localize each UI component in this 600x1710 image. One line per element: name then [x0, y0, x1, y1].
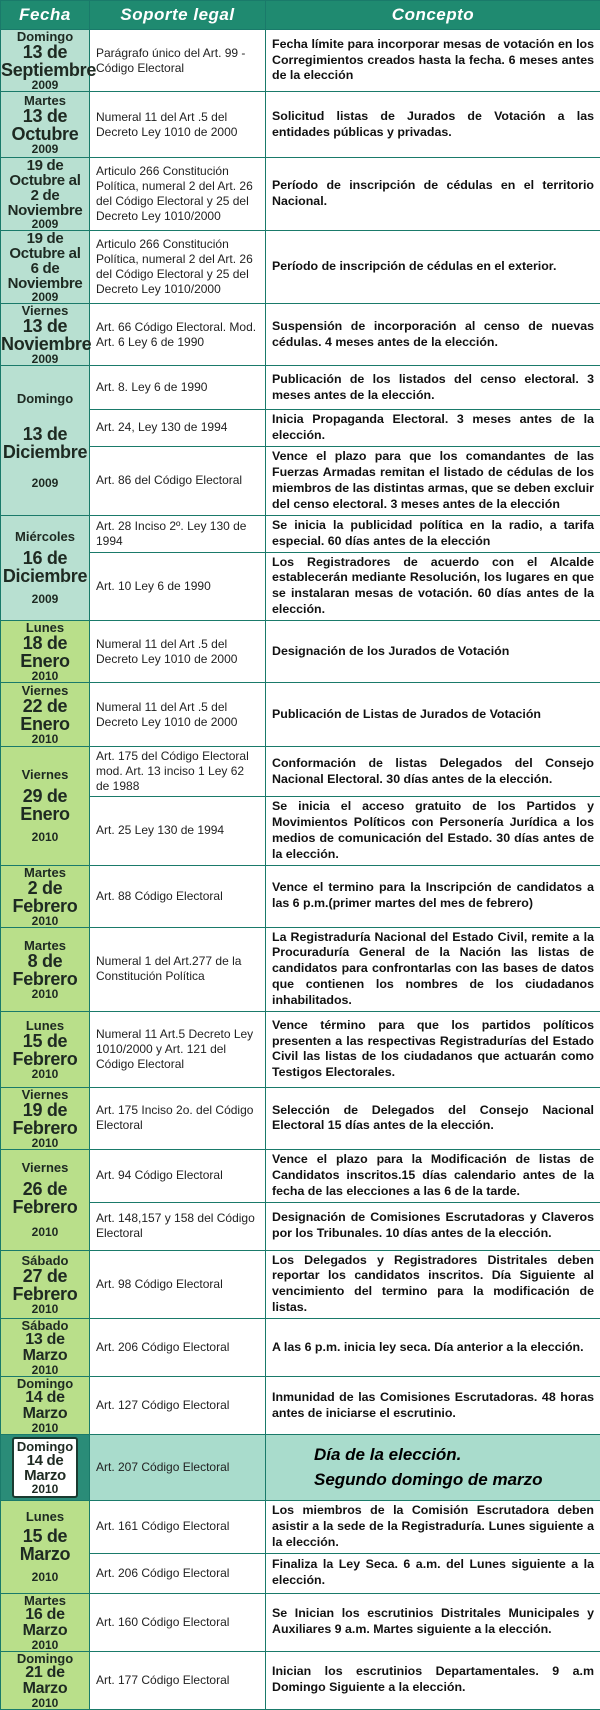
- election-day-concepto: [266, 1435, 600, 1501]
- table-row: [1, 1377, 600, 1435]
- soporte-cell: Numeral 11 del Art .5 del Decreto Ley 1010 de 2000: [90, 92, 266, 158]
- soporte-cell: Art. 94 Código Electoral: [90, 1149, 266, 1202]
- soporte-cell: Numeral 11 del Art .5 del Decreto Ley 1010 de 2000: [90, 621, 266, 683]
- table-row: [1, 30, 600, 92]
- election-day-title: Día de la elección.: [314, 1443, 600, 1468]
- concepto-cell: Vence el plazo para que los comandantes de las Fuerzas Armadas remitan el listado de cédulas de los miembros de las distintas armas, que se deben excluir del censo electoral. 3 meses antes de la elección: [266, 446, 600, 515]
- header-fecha: Fecha: [1, 1, 90, 30]
- concepto-cell: Vence término para que los partidos políticos presenten a las respectivas Registradurías del Estado Civil las listas de los ciudadanos que actuarán como Testigos Electorales.: [266, 1011, 600, 1087]
- concepto-cell: Vence el plazo para la Modificación de listas de Candidatos inscritos.15 días calendario antes de la fecha de las elecciones a las 6 de la tarde.: [266, 1149, 600, 1202]
- soporte-cell: Art. 98 Código Electoral: [90, 1250, 266, 1319]
- table-header: [1, 1, 600, 30]
- table-row: [1, 797, 600, 866]
- date-cell: Miércoles 16 de Diciembre 2009: [1, 515, 90, 620]
- date-cell: Martes 16 de Marzo 2010: [1, 1593, 90, 1651]
- soporte-cell: Art. 148,157 y 158 del Código Electoral: [90, 1202, 266, 1250]
- date-cell: Viernes 26 de Febrero 2010: [1, 1149, 90, 1250]
- table-row: [1, 1501, 600, 1554]
- table-row: [1, 92, 600, 158]
- soporte-cell: Art. 161 Código Electoral: [90, 1501, 266, 1554]
- soporte-cell: Art. 177 Código Electoral: [90, 1651, 266, 1709]
- table-row: [1, 446, 600, 515]
- concepto-cell: Los miembros de la Comisión Escrutadora deben asistir a la sede de la Registraduría. Lunes siguiente a la elección.: [266, 1501, 600, 1554]
- date-cell: Viernes 29 de Enero 2010: [1, 747, 90, 866]
- soporte-cell: Art. 206 Código Electoral: [90, 1553, 266, 1593]
- date-cell: Martes 2 de Febrero 2010: [1, 865, 90, 927]
- concepto-cell: Los Registradores de acuerdo con el Alcalde establecerán mediante Resolución, los lugares en que se instalaran mesas de votación. 60 días antes de la elección.: [266, 552, 600, 621]
- concepto-cell: Inicia Propaganda Electoral. 3 meses antes de la elección.: [266, 410, 600, 447]
- table-row: [1, 1149, 600, 1202]
- date-cell: Martes 8 de Febrero 2010: [1, 927, 90, 1011]
- soporte-cell: Art. 127 Código Electoral: [90, 1377, 266, 1435]
- concepto-cell: Se inicia el acceso gratuito de los Partidos y Movimientos Políticos con Personería Jurídica a los medios de comunicación del Estado. 30 días antes de la elección.: [266, 797, 600, 866]
- date-cell: Viernes 13 de Noviembre 2009: [1, 304, 90, 366]
- table-row: [1, 1011, 600, 1087]
- table-row-election-day: [1, 1435, 600, 1501]
- concepto-cell: Se inicia la publicidad política en la radio, a tarifa especial. 60 días antes de la elección: [266, 515, 600, 552]
- election-date-cell: [1, 1435, 90, 1501]
- concepto-cell: Suspensión de incorporación al censo de nuevas cédulas. 4 meses antes de la elección.: [266, 304, 600, 366]
- soporte-cell: Art. 160 Código Electoral: [90, 1593, 266, 1651]
- concepto-cell: Se Inician los escrutinios Distritales Municipales y Auxiliares 9 a.m. Martes siguiente a la elección.: [266, 1593, 600, 1651]
- concepto-cell: A las 6 p.m. inicia ley seca. Día anterior a la elección.: [266, 1319, 600, 1377]
- soporte-cell: Art. 207 Código Electoral: [90, 1435, 266, 1501]
- concepto-cell: Inmunidad de las Comisiones Escrutadoras. 48 horas antes de iniciarse el escrutinio.: [266, 1377, 600, 1435]
- soporte-cell: Art. 10 Ley 6 de 1990: [90, 552, 266, 621]
- concepto-cell: Publicación de los listados del censo electoral. 3 meses antes de la elección.: [266, 366, 600, 410]
- concepto-cell: La Registraduría Nacional del Estado Civil, remite a la Procuraduría General de la Nación las listas de candidatos para confrontarlas con las bases de datos que contienen los nombres de los ciudadanos inhabilitados.: [266, 927, 600, 1011]
- soporte-cell: Articulo 266 Constitución Política, numeral 2 del Art. 26 del Código Electoral y 25 del Decreto Ley 1010/2000: [90, 231, 266, 304]
- election-day-subtitle: Segundo domingo de marzo: [314, 1468, 600, 1493]
- soporte-cell: Art. 175 Inciso 2o. del Código Electoral: [90, 1087, 266, 1149]
- soporte-cell: Art. 28 Inciso 2º. Ley 130 de 1994: [90, 515, 266, 552]
- table-row: [1, 158, 600, 231]
- concepto-cell: Los Delegados y Registradores Distritales deben reportar los candidatos inscritos. Día Siguiente al vencimiento del termino para la modificación de listas.: [266, 1250, 600, 1319]
- soporte-cell: Numeral 1 del Art.277 de la Constitución Política: [90, 927, 266, 1011]
- date-cell: Lunes 15 de Febrero 2010: [1, 1011, 90, 1087]
- concepto-cell: Designación de los Jurados de Votación: [266, 621, 600, 683]
- soporte-cell: Art. 175 del Código Electoral mod. Art. 13 inciso 1 Ley 62 de 1988: [90, 747, 266, 797]
- date-cell: Sábado 27 de Febrero 2010: [1, 1250, 90, 1319]
- date-cell: Viernes 22 de Enero 2010: [1, 683, 90, 747]
- soporte-cell: Art. 88 Código Electoral: [90, 865, 266, 927]
- table-row: [1, 1250, 600, 1319]
- date-cell: 19 de Octubre al 2 de Noviembre 2009: [1, 158, 90, 231]
- concepto-cell: Fecha límite para incorporar mesas de votación en los Corregimientos creados hasta la fecha. 6 meses antes de la elección: [266, 30, 600, 92]
- concepto-cell: Vence el termino para la Inscripción de candidatos a las 6 p.m.(primer martes del mes de febrero): [266, 865, 600, 927]
- concepto-cell: Período de inscripción de cédulas en el exterior.: [266, 231, 600, 304]
- soporte-cell: Numeral 11 del Art .5 del Decreto Ley 1010 de 2000: [90, 683, 266, 747]
- table-row: [1, 683, 600, 747]
- date-cell: Martes 13 de Octubre 2009: [1, 92, 90, 158]
- concepto-cell: Inician los escrutinios Departamentales. 9 a.m Domingo Siguiente a la elección.: [266, 1651, 600, 1709]
- soporte-cell: Art. 206 Código Electoral: [90, 1319, 266, 1377]
- table-row: [1, 1319, 600, 1377]
- date-cell: Lunes 18 de Enero 2010: [1, 621, 90, 683]
- date-cell: 19 de Octubre al 6 de Noviembre 2009: [1, 231, 90, 304]
- header-soporte: Soporte legal: [90, 1, 266, 30]
- soporte-cell: Parágrafo único del Art. 99 - Código Electoral: [90, 30, 266, 92]
- table-row: [1, 865, 600, 927]
- soporte-cell: Art. 66 Código Electoral. Mod. Art. 6 Ley 6 de 1990: [90, 304, 266, 366]
- date-cell: Viernes 19 de Febrero 2010: [1, 1087, 90, 1149]
- soporte-cell: Art. 24, Ley 130 de 1994: [90, 410, 266, 447]
- election-date-badge: Domingo 14 de Marzo 2010: [12, 1437, 78, 1498]
- date-cell: Sábado 13 de Marzo 2010: [1, 1319, 90, 1377]
- soporte-cell: Art. 86 del Código Electoral: [90, 446, 266, 515]
- concepto-cell: Selección de Delegados del Consejo Nacional Electoral 15 días antes de la elección.: [266, 1087, 600, 1149]
- date-cell: Domingo 13 de Diciembre 2009: [1, 366, 90, 516]
- date-cell: Lunes 15 de Marzo 2010: [1, 1501, 90, 1594]
- table-row: [1, 1087, 600, 1149]
- table-row: [1, 515, 600, 552]
- soporte-cell: Articulo 266 Constitución Política, numeral 2 del Art. 26 del Código Electoral y 25 del Decreto Ley 1010/2000: [90, 158, 266, 231]
- table-row: [1, 552, 600, 621]
- table-row: [1, 621, 600, 683]
- table-row: [1, 1553, 600, 1593]
- table-row: [1, 366, 600, 410]
- soporte-cell: Numeral 11 Art.5 Decreto Ley 1010/2000 y Art. 121 del Código Electoral: [90, 1011, 266, 1087]
- concepto-cell: Designación de Comisiones Escrutadoras y Claveros por los Tribunales. 10 días antes de la elección.: [266, 1202, 600, 1250]
- concepto-cell: Finaliza la Ley Seca. 6 a.m. del Lunes siguiente a la elección.: [266, 1553, 600, 1593]
- table-row: [1, 927, 600, 1011]
- concepto-cell: Solicitud listas de Jurados de Votación a las entidades públicas y privadas.: [266, 92, 600, 158]
- concepto-cell: Publicación de Listas de Jurados de Votación: [266, 683, 600, 747]
- table-row: [1, 410, 600, 447]
- soporte-cell: Art. 25 Ley 130 de 1994: [90, 797, 266, 866]
- table-row: [1, 231, 600, 304]
- table-row: [1, 1593, 600, 1651]
- table-row: [1, 1202, 600, 1250]
- table-row: [1, 747, 600, 797]
- concepto-cell: Período de inscripción de cédulas en el territorio Nacional.: [266, 158, 600, 231]
- soporte-cell: Art. 8. Ley 6 de 1990: [90, 366, 266, 410]
- concepto-cell: Conformación de listas Delegados del Consejo Nacional Electoral. 30 días antes de la elección.: [266, 747, 600, 797]
- table-row: [1, 304, 600, 366]
- date-cell: Domingo 13 de Septiembre 2009: [1, 30, 90, 92]
- table-row: [1, 1651, 600, 1709]
- date-cell: Domingo 21 de Marzo 2010: [1, 1651, 90, 1709]
- header-concepto: Concepto: [266, 1, 600, 30]
- date-cell: Domingo 14 de Marzo 2010: [1, 1377, 90, 1435]
